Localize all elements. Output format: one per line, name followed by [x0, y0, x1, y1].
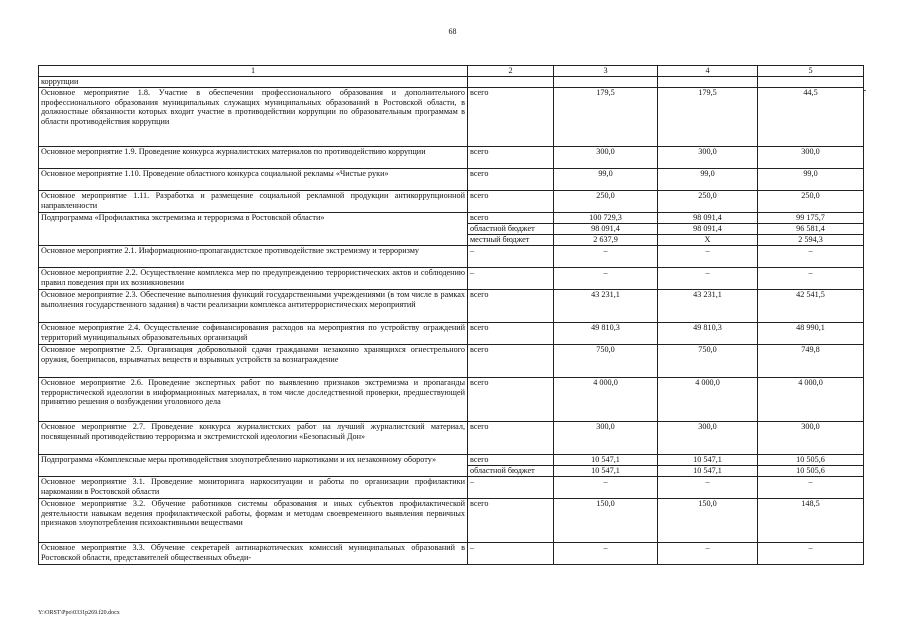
table-row: [39, 268, 864, 290]
table-row: [39, 323, 864, 345]
row-value-col4-cell: 250,0: [658, 191, 758, 213]
row-value-col5-cell: [758, 77, 864, 88]
file-path-footer: Y:\ORST\Ppo\0331p269.f20.docx: [38, 610, 120, 616]
row-value-col5-cell: 10 505,6: [758, 466, 864, 477]
row-value-col3-cell: –: [554, 268, 658, 290]
row-value-col3-cell: 179,5: [554, 88, 658, 147]
row-value-col4-cell: 179,5: [658, 88, 758, 147]
row-value-col5-cell: 4 000,0: [758, 378, 864, 422]
margin-mark: [864, 90, 866, 91]
row-source-cell: всего: [468, 191, 554, 213]
row-description-cell: Основное мероприятие 2.6. Проведение экспертных работ по выявлению признаков экстремизма и пропаганды террористической идеологии в информационных материалах, в том числе доследственной проверки, предшествующей принятию решения о возбуждении уголовного дела: [39, 378, 468, 422]
row-value-col3-cell: 4 000,0: [554, 378, 658, 422]
row-value-col4-cell: Х: [658, 235, 758, 246]
row-value-col3-cell: 300,0: [554, 422, 658, 455]
row-value-col5-cell: 148,5: [758, 499, 864, 543]
row-source-cell: [468, 77, 554, 88]
row-description-cell: Основное мероприятие 1.11. Разработка и размещение социальной рекламной продукции антикоррупционной направленности: [39, 191, 468, 213]
row-value-col5-cell: 300,0: [758, 422, 864, 455]
row-description-cell: Основное мероприятие 1.10. Проведение областного конкурса социальной рекламы «Чистые руки»: [39, 169, 468, 191]
table-row: [39, 477, 864, 499]
row-value-col3-cell: 49 810,3: [554, 323, 658, 345]
row-value-col4-cell: 150,0: [658, 499, 758, 543]
row-source-cell: всего: [468, 88, 554, 147]
row-description-cell: Основное мероприятие 2.4. Осуществление софинансирования расходов на мероприятия по устройству ограждений территорий муниципальных образовательных организаций: [39, 323, 468, 345]
row-value-col5-cell: 2 594,3: [758, 235, 864, 246]
row-value-col3-cell: 2 637,9: [554, 235, 658, 246]
table-row: [39, 378, 864, 422]
row-value-col4-cell: 49 810,3: [658, 323, 758, 345]
table-row: [39, 88, 864, 147]
table-row: [39, 543, 864, 565]
row-value-col3-cell: 150,0: [554, 499, 658, 543]
column-header: 4: [658, 66, 758, 77]
row-value-col3-cell: –: [554, 246, 658, 268]
row-value-col4-cell: 98 091,4: [658, 213, 758, 224]
row-value-col3-cell: 99,0: [554, 169, 658, 191]
row-source-cell: всего: [468, 147, 554, 169]
row-description-cell: Основное мероприятие 3.2. Обучение работников системы образования и иных субъектов профилактической деятельности навыкам ведения профилактической работы, формам и методам своевременного выявления первичных признаков злоупотребления психоактивными веществами: [39, 499, 468, 543]
row-value-col4-cell: 300,0: [658, 147, 758, 169]
table-row: [39, 169, 864, 191]
table-row: [39, 191, 864, 213]
row-source-cell: областной бюджет: [468, 466, 554, 477]
column-header: 1: [39, 66, 468, 77]
column-header: 5: [758, 66, 864, 77]
table-row: [39, 77, 864, 88]
row-source-cell: всего: [468, 169, 554, 191]
row-value-col3-cell: [554, 77, 658, 88]
row-description-cell: Подпрограмма «Профилактика экстремизма и терроризма в Ростовской области»: [39, 213, 468, 246]
row-value-col3-cell: 750,0: [554, 345, 658, 378]
row-description-cell: Основное мероприятие 2.3. Обеспечение выполнения функций государственными учреждениями (в том числе в рамках выполнения государственного задания) в части реализации комплекса антитеррористических мероприятий: [39, 290, 468, 323]
row-description-cell: Основное мероприятие 2.1. Информационно-пропагандистское противодействие экстремизму и терроризму: [39, 246, 468, 268]
row-source-cell: –: [468, 268, 554, 290]
row-source-cell: –: [468, 543, 554, 565]
row-value-col5-cell: 48 990,1: [758, 323, 864, 345]
row-value-col4-cell: 10 547,1: [658, 466, 758, 477]
row-description-cell: Основное мероприятие 1.9. Проведение конкурса журналистских материалов по противодействию коррупции: [39, 147, 468, 169]
row-value-col4-cell: [658, 77, 758, 88]
row-value-col5-cell: –: [758, 246, 864, 268]
row-description-cell: Основное мероприятие 3.3. Обучение секретарей антинаркотических комиссий муниципальных образований в Ростовской области, представителей общественных объеди-: [39, 543, 468, 565]
row-value-col3-cell: 43 231,1: [554, 290, 658, 323]
row-value-col4-cell: 4 000,0: [658, 378, 758, 422]
row-source-cell: всего: [468, 323, 554, 345]
row-source-cell: всего: [468, 378, 554, 422]
row-value-col4-cell: 10 547,1: [658, 455, 758, 466]
row-value-col5-cell: 44,5: [758, 88, 864, 147]
row-value-col4-cell: 300,0: [658, 422, 758, 455]
row-value-col4-cell: –: [658, 268, 758, 290]
row-value-col4-cell: 43 231,1: [658, 290, 758, 323]
row-value-col5-cell: 99,0: [758, 169, 864, 191]
table-row: [39, 345, 864, 378]
row-value-col3-cell: 10 547,1: [554, 455, 658, 466]
row-source-cell: местный бюджет: [468, 235, 554, 246]
table-row: [39, 499, 864, 543]
row-value-col4-cell: 750,0: [658, 345, 758, 378]
row-source-cell: всего: [468, 213, 554, 224]
row-value-col5-cell: 42 541,5: [758, 290, 864, 323]
row-description-cell: коррупции: [39, 77, 468, 88]
row-source-cell: всего: [468, 455, 554, 466]
row-value-col5-cell: –: [758, 477, 864, 499]
budget-table: [38, 65, 864, 565]
row-value-col3-cell: 10 547,1: [554, 466, 658, 477]
row-value-col5-cell: 99 175,7: [758, 213, 864, 224]
row-value-col5-cell: –: [758, 543, 864, 565]
row-value-col4-cell: –: [658, 477, 758, 499]
row-value-col4-cell: –: [658, 543, 758, 565]
table-header-row: [39, 66, 864, 77]
table-row: [39, 213, 864, 224]
row-description-cell: Основное мероприятие 1.8. Участие в обеспечении профессионального образования и дополнительного профессионального образования муниципальных служащих муниципальных образований в Ростовской области, в должностные обязанности которых входит участие в противодействии коррупции по образовательным программам в области противодействия коррупции: [39, 88, 468, 147]
row-value-col3-cell: 300,0: [554, 147, 658, 169]
row-source-cell: всего: [468, 345, 554, 378]
row-value-col5-cell: –: [758, 268, 864, 290]
column-header: 2: [468, 66, 554, 77]
row-value-col3-cell: 98 091,4: [554, 224, 658, 235]
page-number: 68: [448, 27, 457, 36]
row-source-cell: всего: [468, 422, 554, 455]
row-source-cell: –: [468, 246, 554, 268]
row-description-cell: Подпрограмма «Комплексные меры противодействия злоупотреблению наркотиками и их незаконному обороту»: [39, 455, 468, 477]
row-value-col5-cell: 96 581,4: [758, 224, 864, 235]
row-value-col3-cell: –: [554, 477, 658, 499]
row-source-cell: –: [468, 477, 554, 499]
table-row: [39, 290, 864, 323]
table-row: [39, 455, 864, 466]
column-header: 3: [554, 66, 658, 77]
row-description-cell: Основное мероприятие 3.1. Проведение мониторинга наркоситуации и работы по организации профилактики наркомании в Ростовской области: [39, 477, 468, 499]
table-row: [39, 147, 864, 169]
row-description-cell: Основное мероприятие 2.5. Организация добровольной сдачи гражданами незаконно хранящихся огнестрельного оружия, боеприпасов, взрывчатых веществ и взрывных устройств за вознаграждение: [39, 345, 468, 378]
row-value-col4-cell: 99,0: [658, 169, 758, 191]
row-value-col5-cell: 300,0: [758, 147, 864, 169]
row-value-col5-cell: 10 505,6: [758, 455, 864, 466]
row-source-cell: всего: [468, 290, 554, 323]
row-description-cell: Основное мероприятие 2.2. Осуществление комплекса мер по предупреждению террористических актов и соблюдению правил поведения при их возникновении: [39, 268, 468, 290]
row-value-col4-cell: –: [658, 246, 758, 268]
row-value-col4-cell: 98 091,4: [658, 224, 758, 235]
row-value-col3-cell: 250,0: [554, 191, 658, 213]
row-source-cell: всего: [468, 499, 554, 543]
row-value-col3-cell: 100 729,3: [554, 213, 658, 224]
row-source-cell: областной бюджет: [468, 224, 554, 235]
row-value-col5-cell: 250,0: [758, 191, 864, 213]
table-row: [39, 422, 864, 455]
table-row: [39, 246, 864, 268]
row-value-col3-cell: –: [554, 543, 658, 565]
row-value-col5-cell: 749,8: [758, 345, 864, 378]
row-description-cell: Основное мероприятие 2.7. Проведение конкурса журналистских работ на лучший журналистский материал, посвященный противодействию терроризма и экстремистской идеологии «Безопасный Дон»: [39, 422, 468, 455]
